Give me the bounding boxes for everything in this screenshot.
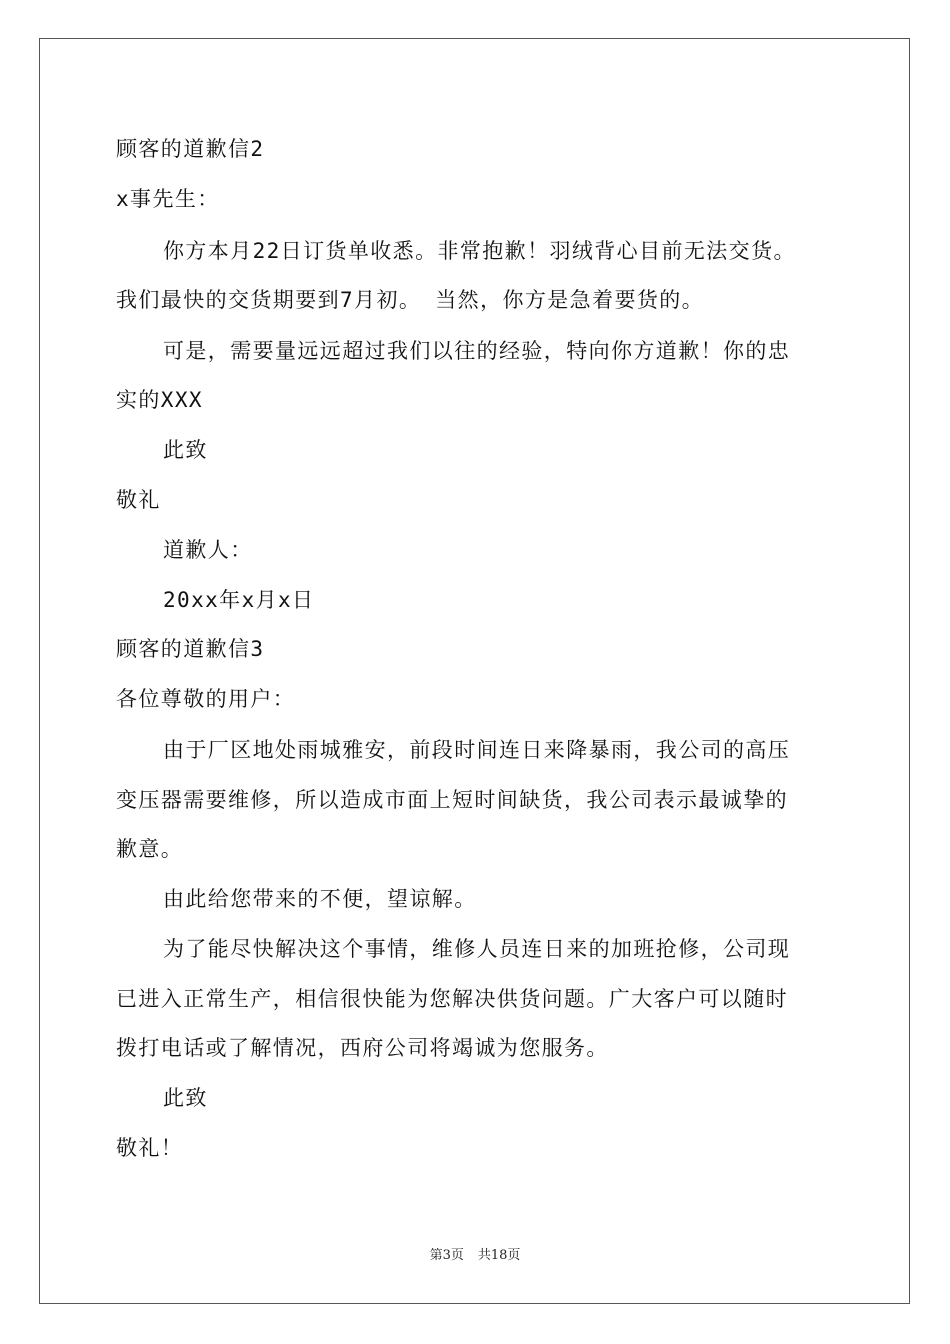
letter-2-signer: 道歉人： bbox=[163, 538, 253, 562]
letter-2-salutation: x事先生： bbox=[116, 187, 220, 211]
letter-2-body-line: 实的XXX bbox=[116, 388, 203, 412]
letter-3-body-line: 为了能尽快解决这个事情，维修人员连日来的加班抢修，公司现 bbox=[163, 937, 791, 961]
letter-2-regards: 敬礼 bbox=[116, 488, 161, 512]
letter-3-body-line: 变压器需要维修，所以造成市面上短时间缺货，我公司表示最诚挚的 bbox=[116, 788, 788, 812]
letter-3-body-line: 由此给您带来的不便，望谅解。 bbox=[163, 887, 477, 911]
letter-2-body-line: 我们最快的交货期要到7月初。 当然，你方是急着要货的。 bbox=[116, 288, 705, 312]
letter-2-body-line: 你方本月22日订货单收悉。非常抱歉！羽绒背心目前无法交货。 bbox=[163, 239, 796, 263]
page-number: 第3页 bbox=[429, 1248, 464, 1263]
letter-3-title: 顾客的道歉信3 bbox=[116, 637, 265, 661]
page-border bbox=[39, 38, 910, 1304]
page-footer bbox=[0, 1247, 950, 1265]
letter-3-body-line: 由于厂区地处雨城雅安，前段时间连日来降暴雨，我公司的高压 bbox=[163, 738, 791, 762]
letter-2-title: 顾客的道歉信2 bbox=[116, 137, 265, 161]
letter-3-closing: 此致 bbox=[163, 1086, 208, 1110]
letter-3-body-line: 歉意。 bbox=[116, 837, 184, 861]
letter-3-regards: 敬礼！ bbox=[116, 1136, 184, 1160]
letter-3-salutation: 各位尊敬的用户： bbox=[116, 687, 296, 711]
letter-2-body-line: 可是，需要量远远超过我们以往的经验，特向你方道歉！你的忠 bbox=[163, 339, 791, 363]
letter-3-body-line: 已进入正常生产，相信很快能为您解决供货问题。广大客户可以随时 bbox=[116, 987, 788, 1011]
page-total: 共18页 bbox=[477, 1248, 521, 1263]
letter-2-closing: 此致 bbox=[163, 438, 208, 462]
letter-2-date: 20xx年x月x日 bbox=[163, 588, 315, 612]
letter-3-body-line: 拨打电话或了解情况，西府公司将竭诚为您服务。 bbox=[116, 1036, 609, 1060]
